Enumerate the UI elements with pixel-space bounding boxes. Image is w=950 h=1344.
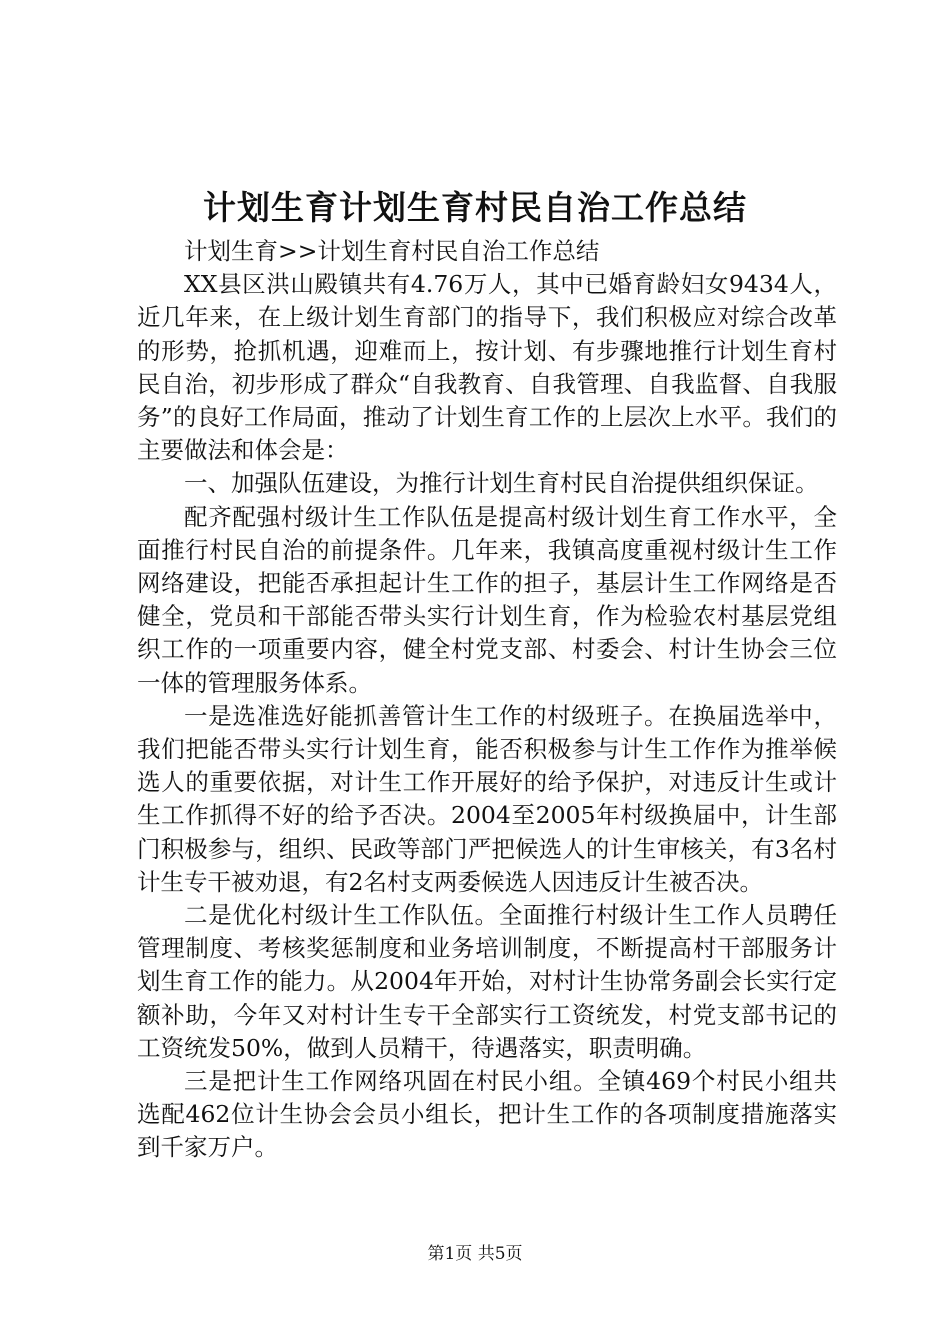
document-body bbox=[137, 235, 837, 1165]
point-paragraph-2: 二是优化村级计生工作队伍。全面推行村级计生工作人员聘任管理制度、考核奖惩制度和业务培训制度，不断提高村干部服务计划生育工作的能力。从2004年开始，对村计生协常务副会长实行定额补助，今年又对村计生专干全部实行工资统发，村党支部书记的工资统发50%，做到人员精干，待遇落实，职责明确。 bbox=[137, 901, 837, 1062]
point-paragraph-1: 一是选准选好能抓善管计生工作的村级班子。在换届选举中，我们把能否带头实行计划生育，能否积极参与计生工作作为推举候选人的重要依据，对计生工作开展好的给予保护，对违反计生或计生工作抓得不好的给予否决。2004至2005年村级换届中，计生部门积极参与，组织、民政等部门严把候选人的计生审核关，有3名村计生专干被劝退，有2名村支两委候选人因违反计生被否决。 bbox=[137, 701, 837, 896]
page-footer: 第1页 共5页 bbox=[427, 1244, 523, 1264]
point-paragraph-3: 三是把计生工作网络巩固在村民小组。全镇469个村民小组共选配462位计生协会会员小组长，把计生工作的各项制度措施落实到千家万户。 bbox=[137, 1067, 837, 1162]
document-title: 计划生育计划生育村民自治工作总结 bbox=[203, 188, 747, 227]
section-paragraph: 配齐配强村级计生工作队伍是提高村级计划生育工作水平，全面推行村民自治的前提条件。几年来，我镇高度重视村级计生工作网络建设，把能否承担起计生工作的担子，基层计生工作网络是否健全，党员和干部能否带头实行计划生育，作为检验农村基层党组织工作的一项重要内容，健全村党支部、村委会、村计生协会三位一体的管理服务体系。 bbox=[137, 502, 837, 697]
intro-paragraph: XX县区洪山殿镇共有4.76万人，其中已婚育龄妇女9434人，近几年来，在上级计划生育部门的指导下，我们积极应对综合改革的形势，抢抓机遇，迎难而上，按计划、有步骤地推行计划生育村民自治，初步形成了群众“自我教育、自我管理、自我监督、自我服务”的良好工作局面，推动了计划生育工作的上层次上水平。我们的主要做法和体会是： bbox=[137, 270, 837, 465]
breadcrumb-line: 计划生育>>计划生育村民自治工作总结 bbox=[184, 237, 600, 265]
section-heading-1: 一、加强队伍建设，为推行计划生育村民自治提供组织保证。 bbox=[184, 469, 819, 498]
